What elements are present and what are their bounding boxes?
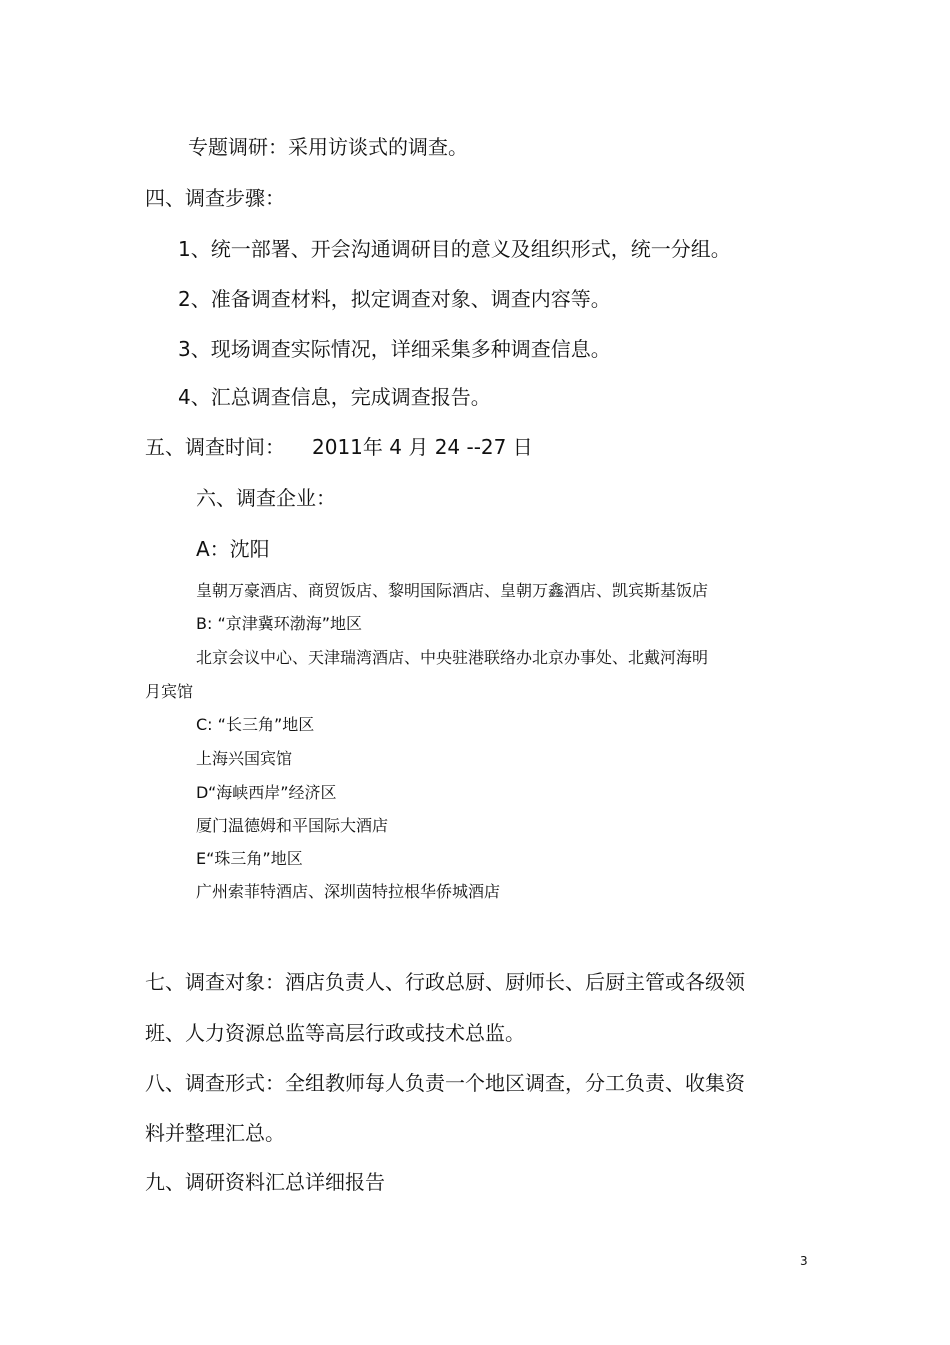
region-b-hotels-cont: 月宾馆 <box>145 682 194 701</box>
region-a-hotels: 皇朝万豪酒店、商贸饭店、黎明国际酒店、皇朝万鑫酒店、凯宾斯基饭店 <box>196 581 709 600</box>
heading-survey-steps: 四、调查步骤： <box>145 186 285 210</box>
survey-form-cont: 料并整理汇总。 <box>145 1121 285 1145</box>
step-3: 3、现场调查实际情况，详细采集多种调查信息。 <box>178 337 611 361</box>
region-a-label: A：沈阳 <box>196 537 270 561</box>
survey-subjects-cont: 班、人力资源总监等高层行政或技术总监。 <box>145 1021 525 1045</box>
heading-survey-companies: 六、调查企业： <box>196 486 336 510</box>
region-d-hotels: 厦门温德姆和平国际大酒店 <box>196 816 389 835</box>
region-d-label: D“海峡西岸”经济区 <box>196 783 337 802</box>
region-c-label: C: “长三角”地区 <box>196 715 315 734</box>
step-2: 2、准备调查材料，拟定调查对象、调查内容等。 <box>178 287 611 311</box>
region-b-label: B: “京津冀环渤海”地区 <box>196 614 363 633</box>
heading-survey-subjects: 七、调查对象：酒店负责人、行政总厨、厨师长、后厨主管或各级领 <box>145 970 745 994</box>
heading-survey-time: 五、调查时间： <box>145 435 285 459</box>
survey-time-value: 2011年 4 月 24 --27 日 <box>312 435 533 459</box>
region-e-hotels: 广州索菲特酒店、深圳茵特拉根华侨城酒店 <box>196 882 501 901</box>
heading-report: 九、调研资料汇总详细报告 <box>145 1170 385 1194</box>
region-c-hotels: 上海兴国宾馆 <box>196 749 293 768</box>
step-4: 4、汇总调查信息，完成调查报告。 <box>178 385 491 409</box>
step-1: 1、统一部署、开会沟通调研目的意义及组织形式，统一分组。 <box>178 237 731 261</box>
region-e-label: E“珠三角”地区 <box>196 849 303 868</box>
paragraph-special-research: 专题调研：采用访谈式的调查。 <box>188 135 468 159</box>
region-b-hotels: 北京会议中心、天津瑞湾酒店、中央驻港联络办北京办事处、北戴河海明 <box>196 648 709 667</box>
page-number: 3 <box>800 1254 808 1268</box>
heading-survey-form: 八、调查形式：全组教师每人负责一个地区调查，分工负责、收集资 <box>145 1071 745 1095</box>
